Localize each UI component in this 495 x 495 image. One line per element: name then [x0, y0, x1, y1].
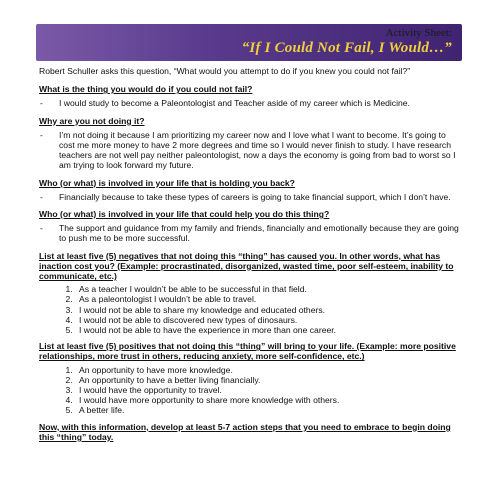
activity-sheet-label: Activity Sheet: [385, 27, 452, 39]
answer-text: I would study to become a Paleontologist and Teacher aside of my career which is Medicine. [59, 98, 410, 109]
negatives-list [39, 284, 459, 335]
answer-text: Financially because to take these types of careers is going to take financial support, which I don’t have. [59, 191, 451, 202]
answer-2 [39, 130, 459, 171]
negatives-prompt: List at least five (5) negatives that not doing this “thing” has caused you. In other words, what has inaction cost you? (Example: procrastinated, disorganized, wasted time, poor self-esteem, inability to communicate, etc.) [39, 250, 454, 282]
positives-list [39, 365, 459, 416]
question-1: What is the thing you would do if you could not fail? [39, 84, 253, 95]
list-item: 4. I would not be able to discovered new types of dinosaurs. [75, 315, 459, 325]
dash-bullet: - [40, 223, 43, 234]
list-item: 5. A better life. [75, 405, 459, 415]
question-4: Who (or what) is involved in your life that could help you do this thing? [39, 209, 330, 220]
dash-bullet: - [40, 191, 43, 202]
list-item: 2. An opportunity to have a better living financially. [75, 375, 459, 385]
question-3: Who (or what) is involved in your life that is holding you back? [39, 177, 295, 188]
list-item: 3. I would not be able to share my knowledge and educated others. [75, 305, 459, 315]
intro-paragraph: Robert Schuller asks this question, “What would you attempt to do if you knew you could not fail?” [39, 66, 411, 76]
answer-4 [39, 223, 459, 243]
answer-1 [39, 98, 459, 108]
answer-3 [39, 192, 459, 202]
dash-bullet: - [40, 98, 43, 109]
dash-bullet: - [40, 129, 43, 140]
answer-text: The support and guidance from my family and friends, financially and emotionally because they are going to push me to be more successful. [59, 223, 459, 244]
header-banner [36, 24, 462, 61]
list-item: 4. I would have more opportunity to share more knowledge with others. [75, 395, 459, 405]
question-2: Why are you not doing it? [39, 115, 145, 126]
document-body [39, 66, 459, 446]
list-item: 5. I would not be able to have the experience in more than one career. [75, 325, 459, 335]
list-item: 2. As a paleontologist I wouldn’t be able to travel. [75, 294, 459, 304]
activity-title: “If I Could Not Fail, I Would…” [241, 40, 452, 56]
answer-text: I’m not doing it because I am prioritizing my career now and I love what I want to become. It’s going to cost me more money to have 2 more degrees and time so I would never finish to study. I have research teachers are not well pay neither paleontologist, now a days the economy is going from bad to worst so I am trying to look forward my future. [59, 129, 456, 171]
list-item: 1. As a teacher I wouldn’t be able to be successful in that field. [75, 284, 459, 294]
final-prompt: Now, with this information, develop at least 5-7 action steps that you need to embrace to begin doing this “thing” today. [39, 421, 451, 442]
positives-prompt: List at least five (5) positives that not doing this “thing” will bring to your life. (Example: more positive relationships, more trust in others, reducing anxiety, more self-confidence, etc.) [39, 341, 456, 362]
list-item: 3. I would have the opportunity to travel. [75, 385, 459, 395]
list-item: 1. An opportunity to have more knowledge. [75, 365, 459, 375]
